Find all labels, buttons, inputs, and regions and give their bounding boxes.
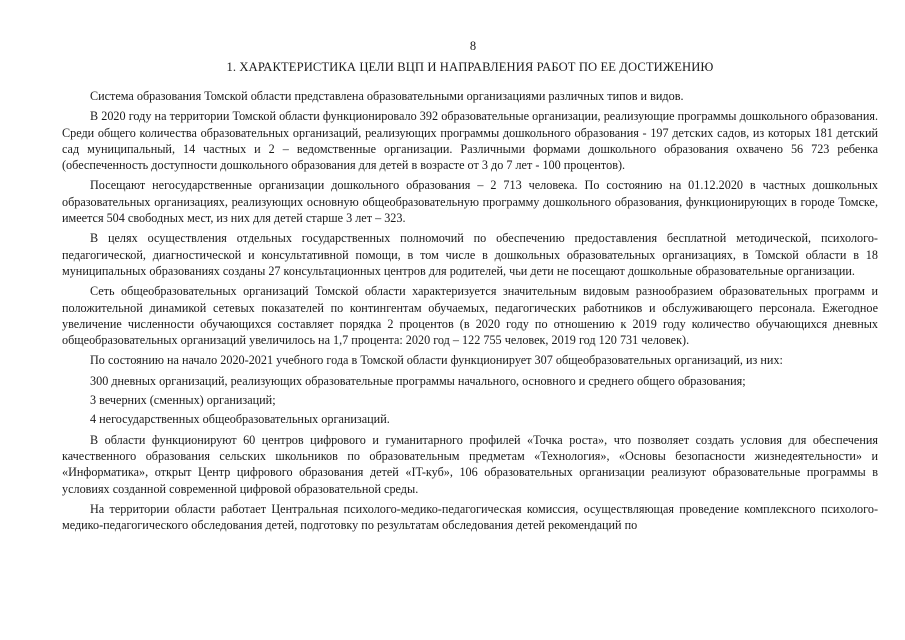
paragraph-intro: Система образования Томской области представлена образовательными организациями различных типов и видов. <box>90 89 684 103</box>
paragraph-digital-centers: В области функционируют 60 центров цифрового и гуманитарного профилей «Точка роста», что позволяет создать условия для обеспечения качественного образования сельских школьников по образовательным предметам «Технология», «Основы безопасности жизнедеятельности» и «Информатика», открыт Центр цифрового образования детей «IT-куб», 106 образовательных организации реализуют образовательные программы в условиях созданной современной цифровой образовательной среды. <box>62 432 878 496</box>
paragraph-consulting-centers: В целях осуществления отдельных государственных полномочий по обеспечению предоставления бесплатной методической, психолого-педагогической, диагностической и консультативной помощи, в том числе в дошкольных образовательных организациях, в Томской области в 18 муниципальных образованиях созданы 27 консультационных центров для родителей, чьи дети не посещают дошкольные образовательные организации. <box>62 231 878 278</box>
page-number: 8 <box>469 39 477 53</box>
paragraph-private-preschool: Посещают негосударственные организации дошкольного образования – 2 713 человека. По состоянию на 01.12.2020 в частных дошкольных образовательных организациях, реализующих основную общеобразовательную программу дошкольного образования, функционирующих в городе Томске, имеется 504 свободных мест, из них для детей старше 3 лет – 323. <box>62 178 878 226</box>
list-item-private-schools: 4 негосударственных общеобразовательных организаций. <box>90 412 390 427</box>
paragraph-school-network: Сеть общеобразовательных организаций Томской области характеризуется значительным видовым разнообразием образовательных программ и положительной динамикой сетевых показателей по контингентам обучаемых, педагогических работников и обслуживающего персонала. Ежегодное увеличение численности обучающихся составляет порядка 2 процентов (в 2020 году по отношению к 2019 году количество обучающихся дневных общеобразовательных организаций увеличилось на 1,7 процента: 2020 год – 122 755 человек, 2019 год 120 731 человек). <box>62 284 878 348</box>
paragraph-preschool-stats: В 2020 году на территории Томской области функционировало 392 образовательные организации, реализующие программы дошкольного образования. Среди общего количества образовательных организаций, реализующих программы дошкольного образования - 197 детских садов, из которых 181 детский сад муниципальный, 14 частных и 2 – ведомственные организации. Различными формами дошкольного образования охвачено 56 723 ребенка (обеспеченность доступности дошкольного образования для детей в возрасте от 3 до 7 лет - 100 процентов). <box>62 109 878 173</box>
paragraph-school-count: По состоянию на начало 2020-2021 учебного года в Томской области функционирует 307 общеобразовательных организаций, из них: <box>90 353 783 368</box>
paragraph-pmpk-commission: На территории области работает Центральная психолого-медико-педагогическая комиссия, осуществляющая проведение комплексного психолого-медико-педагогического обследования детей, подготовку по результатам обследования детей рекомендаций по <box>62 501 878 533</box>
section-heading: 1. ХАРАКТЕРИСТИКА ЦЕЛИ ВЦП И НАПРАВЛЕНИЯ РАБОТ ПО ЕЕ ДОСТИЖЕНИЮ <box>226 60 714 74</box>
list-item-evening-schools: 3 вечерних (сменных) организаций; <box>90 393 276 408</box>
document-page <box>62 38 878 537</box>
list-item-day-schools: 300 дневных организаций, реализующих образовательные программы начального, основного и среднего общего образования; <box>90 373 746 388</box>
